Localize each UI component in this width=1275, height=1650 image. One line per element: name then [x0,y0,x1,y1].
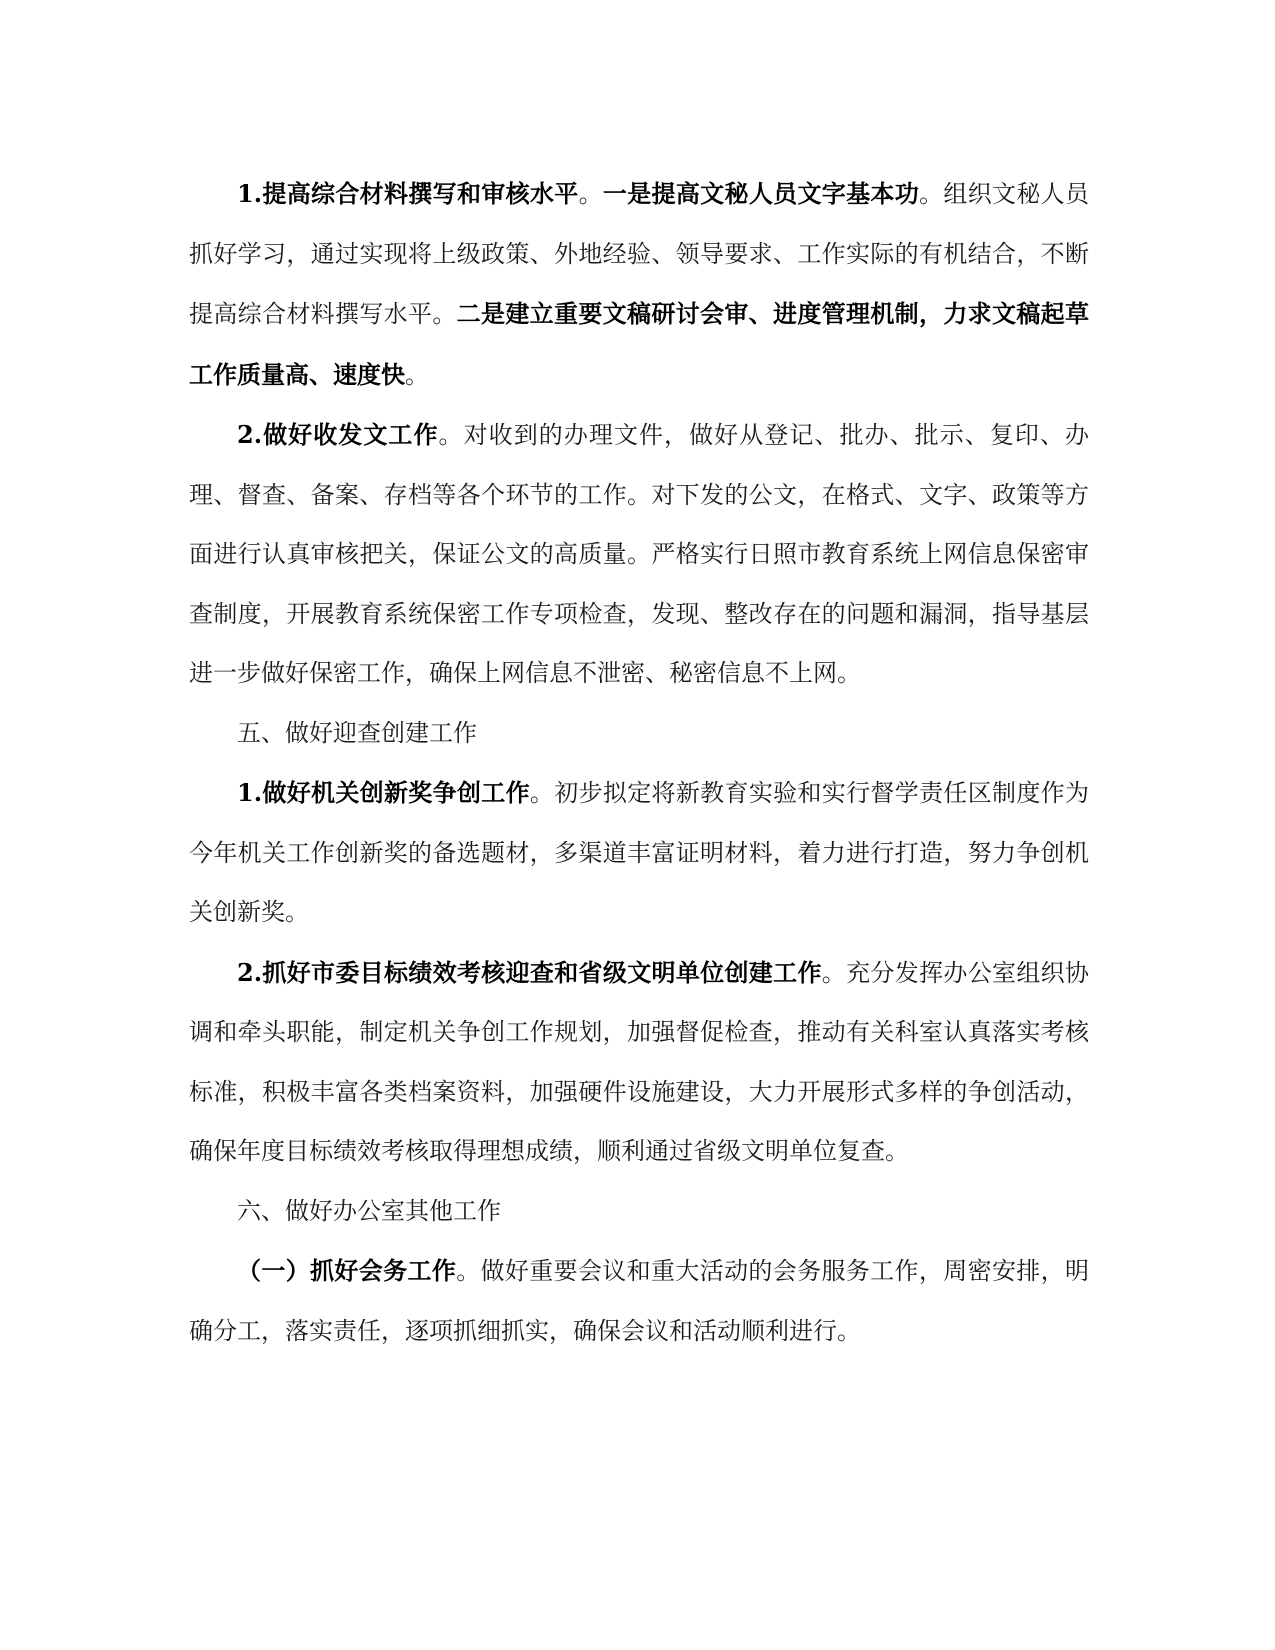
paragraph-innovation-award [189,763,1089,943]
section-heading-text: 六、做好办公室其他工作 [237,1196,501,1225]
paragraph-performance-assessment [189,943,1089,1182]
paragraph-text: 。充分发挥办公室组织协调和牵头职能，制定机关争创工作规划，加强督促检查，推动有关科室认真落实考核标准，积极丰富各类档案资料，加强硬件设施建设，大力开展形式多样的争创活动，确保年度目标绩效考核取得理想成绩，顺利通过省级文明单位复查。 [189,958,1089,1165]
paragraph-text: 。 [578,180,603,208]
section-heading-other-work [189,1182,1089,1242]
paragraph-text: 。做好重要会议和重大活动的会务服务工作，周密安排，明确分工，落实责任，逐项抓细抓实，确保会议和活动顺利进行。 [189,1257,1090,1345]
paragraph-lead-title: 2.做好收发文工作 [237,420,439,449]
paragraph-document-handling [189,405,1089,704]
section-heading-inspection [189,704,1089,764]
section-heading-text: 五、做好迎查创建工作 [237,718,477,747]
paragraph-text: 。初步拟定将新教育实验和实行督学责任区制度作为今年机关工作创新奖的备选题材，多渠道丰富证明材料，着力进行打造，努力争创机关创新奖。 [189,779,1089,926]
document-body [189,164,1089,1361]
paragraph-text: 。对收到的办理文件，做好从登记、批办、批示、复印、办理、督查、备案、存档等各个环节的工作。对下发的公文，在格式、文字、政策等方面进行认真审核把关，保证公文的高质量。严格实行日照市教育系统上网信息保密审查制度，开展教育系统保密工作专项检查，发现、整改存在的问题和漏洞，指导基层进一步做好保密工作，确保上网信息不泄密、秘密信息不上网。 [189,421,1089,687]
paragraph-emphasis: 一是提高文秘人员文字基本功 [602,179,920,208]
paragraph-lead-title: 1.做好机关创新奖争创工作 [237,778,530,807]
paragraph-lead-title: 2.抓好市委目标绩效考核迎查和省级文明单位创建工作 [237,957,822,987]
paragraph-lead-title: （一）抓好会务工作 [237,1256,457,1285]
paragraph-text: 。组织文秘人员抓好学习，通过实现将上级政策、外地经验、领导要求、工作实际的有机结合，不断提高综合材料撰写水平。 [189,180,1090,328]
paragraph-meeting-services [189,1241,1089,1361]
paragraph-materials-writing [189,164,1089,405]
paragraph-emphasis: 二是建立重要文稿研讨会审、进度管理机制，力求文稿起草工作质量高、速度快 [189,299,1090,389]
paragraph-lead-title: 1.提高综合材料撰写和审核水平 [237,179,579,208]
paragraph-text: 。 [405,360,429,389]
